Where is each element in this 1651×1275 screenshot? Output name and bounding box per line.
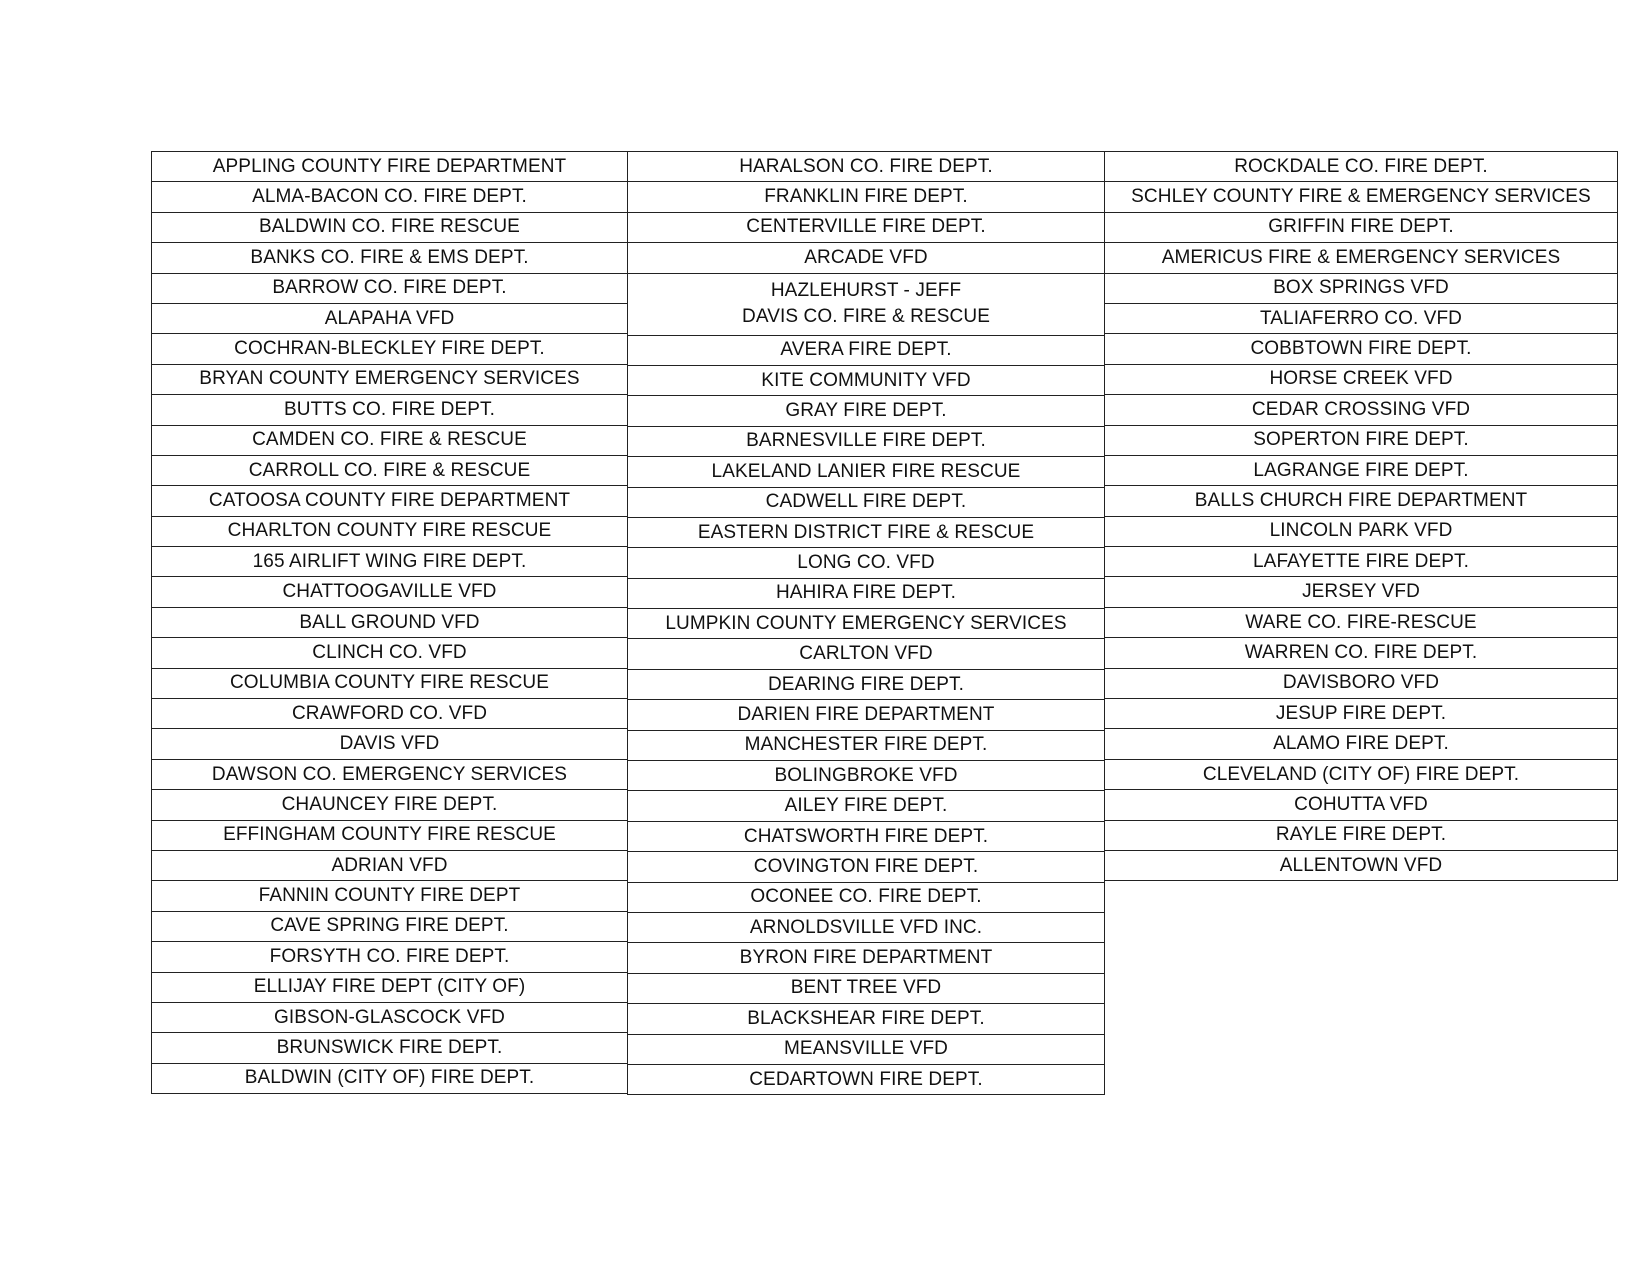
table-cell: EFFINGHAM COUNTY FIRE RESCUE bbox=[152, 821, 627, 851]
table-cell: BALDWIN CO. FIRE RESCUE bbox=[152, 213, 627, 243]
table-cell: AILEY FIRE DEPT. bbox=[628, 791, 1104, 821]
table-cell: CLINCH CO. VFD bbox=[152, 638, 627, 668]
table-cell: OCONEE CO. FIRE DEPT. bbox=[628, 883, 1104, 913]
table-cell: DARIEN FIRE DEPARTMENT bbox=[628, 700, 1104, 730]
table-cell: LAGRANGE FIRE DEPT. bbox=[1105, 456, 1617, 486]
table-cell: DAVIS VFD bbox=[152, 729, 627, 759]
table-cell: AMERICUS FIRE & EMERGENCY SERVICES bbox=[1105, 243, 1617, 273]
table-cell: CEDAR CROSSING VFD bbox=[1105, 395, 1617, 425]
table-cell: CADWELL FIRE DEPT. bbox=[628, 488, 1104, 518]
table-cell: FORSYTH CO. FIRE DEPT. bbox=[152, 942, 627, 972]
table-cell: ALAMO FIRE DEPT. bbox=[1105, 729, 1617, 759]
table-cell: BALLS CHURCH FIRE DEPARTMENT bbox=[1105, 486, 1617, 516]
column-1 bbox=[151, 151, 628, 1094]
table-cell: JESUP FIRE DEPT. bbox=[1105, 699, 1617, 729]
table-cell: JERSEY VFD bbox=[1105, 577, 1617, 607]
table-cell: LAKELAND LANIER FIRE RESCUE bbox=[628, 457, 1104, 487]
table-cell: CAVE SPRING FIRE DEPT. bbox=[152, 912, 627, 942]
table-cell: BALDWIN (CITY OF) FIRE DEPT. bbox=[152, 1064, 627, 1094]
table-cell: GRIFFIN FIRE DEPT. bbox=[1105, 213, 1617, 243]
table-cell: LAFAYETTE FIRE DEPT. bbox=[1105, 547, 1617, 577]
table-cell: ALLENTOWN VFD bbox=[1105, 851, 1617, 881]
table-cell: ALAPAHA VFD bbox=[152, 304, 627, 334]
table-cell: CHAUNCEY FIRE DEPT. bbox=[152, 790, 627, 820]
table-cell: BOX SPRINGS VFD bbox=[1105, 274, 1617, 304]
table-cell: CAMDEN CO. FIRE & RESCUE bbox=[152, 426, 627, 456]
table-cell: BLACKSHEAR FIRE DEPT. bbox=[628, 1004, 1104, 1034]
table-cell: DEARING FIRE DEPT. bbox=[628, 670, 1104, 700]
table-cell: CARLTON VFD bbox=[628, 639, 1104, 669]
table-cell: HAHIRA FIRE DEPT. bbox=[628, 579, 1104, 609]
table-cell: RAYLE FIRE DEPT. bbox=[1105, 821, 1617, 851]
table-cell: LONG CO. VFD bbox=[628, 548, 1104, 578]
table-cell: APPLING COUNTY FIRE DEPARTMENT bbox=[152, 152, 627, 182]
table-cell: DAWSON CO. EMERGENCY SERVICES bbox=[152, 760, 627, 790]
table-cell: COCHRAN-BLECKLEY FIRE DEPT. bbox=[152, 334, 627, 364]
table-cell: BRYAN COUNTY EMERGENCY SERVICES bbox=[152, 365, 627, 395]
table-cell: MEANSVILLE VFD bbox=[628, 1035, 1104, 1065]
table-cell: BUTTS CO. FIRE DEPT. bbox=[152, 395, 627, 425]
table-cell: SOPERTON FIRE DEPT. bbox=[1105, 426, 1617, 456]
table-cell: CENTERVILLE FIRE DEPT. bbox=[628, 213, 1104, 243]
table-cell: GIBSON-GLASCOCK VFD bbox=[152, 1003, 627, 1033]
table-cell: DAVISBORO VFD bbox=[1105, 669, 1617, 699]
table-cell: CLEVELAND (CITY OF) FIRE DEPT. bbox=[1105, 760, 1617, 790]
table-cell: CATOOSA COUNTY FIRE DEPARTMENT bbox=[152, 486, 627, 516]
cell-text-line: HAZLEHURST - JEFF bbox=[770, 280, 962, 302]
table-cell: BALL GROUND VFD bbox=[152, 608, 627, 638]
table-cell: FRANKLIN FIRE DEPT. bbox=[628, 182, 1104, 212]
table-cell: ARNOLDSVILLE VFD INC. bbox=[628, 913, 1104, 943]
table-cell: BARROW CO. FIRE DEPT. bbox=[152, 274, 627, 304]
table-cell: COLUMBIA COUNTY FIRE RESCUE bbox=[152, 669, 627, 699]
table-cell: AVERA FIRE DEPT. bbox=[628, 336, 1104, 366]
table-cell: EASTERN DISTRICT FIRE & RESCUE bbox=[628, 518, 1104, 548]
table-cell: FANNIN COUNTY FIRE DEPT bbox=[152, 881, 627, 911]
table-cell: ROCKDALE CO. FIRE DEPT. bbox=[1105, 152, 1617, 182]
table-cell: GRAY FIRE DEPT. bbox=[628, 396, 1104, 426]
table-cell: CHATSWORTH FIRE DEPT. bbox=[628, 822, 1104, 852]
table-cell: ELLIJAY FIRE DEPT (CITY OF) bbox=[152, 973, 627, 1003]
table-cell bbox=[628, 274, 1104, 336]
table-cell: BRUNSWICK FIRE DEPT. bbox=[152, 1033, 627, 1063]
table-cell: BYRON FIRE DEPARTMENT bbox=[628, 943, 1104, 973]
table-cell: WARE CO. FIRE-RESCUE bbox=[1105, 608, 1617, 638]
table-cell: CARROLL CO. FIRE & RESCUE bbox=[152, 456, 627, 486]
table-cell: SCHLEY COUNTY FIRE & EMERGENCY SERVICES bbox=[1105, 182, 1617, 212]
table-cell: TALIAFERRO CO. VFD bbox=[1105, 304, 1617, 334]
table-cell: HARALSON CO. FIRE DEPT. bbox=[628, 152, 1104, 182]
table-cell: COHUTTA VFD bbox=[1105, 790, 1617, 820]
table-cell: COVINGTON FIRE DEPT. bbox=[628, 852, 1104, 882]
table-cell: BARNESVILLE FIRE DEPT. bbox=[628, 427, 1104, 457]
cell-text-line: DAVIS CO. FIRE & RESCUE bbox=[742, 306, 990, 328]
column-2 bbox=[627, 151, 1105, 1095]
table-cell: ARCADE VFD bbox=[628, 243, 1104, 273]
table-cell: CHATTOOGAVILLE VFD bbox=[152, 577, 627, 607]
table-cell: COBBTOWN FIRE DEPT. bbox=[1105, 334, 1617, 364]
table-cell: LUMPKIN COUNTY EMERGENCY SERVICES bbox=[628, 609, 1104, 639]
table-cell: MANCHESTER FIRE DEPT. bbox=[628, 731, 1104, 761]
column-3 bbox=[1104, 151, 1618, 881]
table-cell: BANKS CO. FIRE & EMS DEPT. bbox=[152, 243, 627, 273]
table-cell: CEDARTOWN FIRE DEPT. bbox=[628, 1065, 1104, 1095]
table-cell: ADRIAN VFD bbox=[152, 851, 627, 881]
table-cell: 165 AIRLIFT WING FIRE DEPT. bbox=[152, 547, 627, 577]
table-cell: ALMA-BACON CO. FIRE DEPT. bbox=[152, 182, 627, 212]
table-cell: KITE COMMUNITY VFD bbox=[628, 366, 1104, 396]
table-cell: HORSE CREEK VFD bbox=[1105, 365, 1617, 395]
table-cell: WARREN CO. FIRE DEPT. bbox=[1105, 638, 1617, 668]
table-cell: BOLINGBROKE VFD bbox=[628, 761, 1104, 791]
table-cell: BENT TREE VFD bbox=[628, 974, 1104, 1004]
table-cell: CRAWFORD CO. VFD bbox=[152, 699, 627, 729]
table-cell: CHARLTON COUNTY FIRE RESCUE bbox=[152, 517, 627, 547]
table-cell: LINCOLN PARK VFD bbox=[1105, 517, 1617, 547]
